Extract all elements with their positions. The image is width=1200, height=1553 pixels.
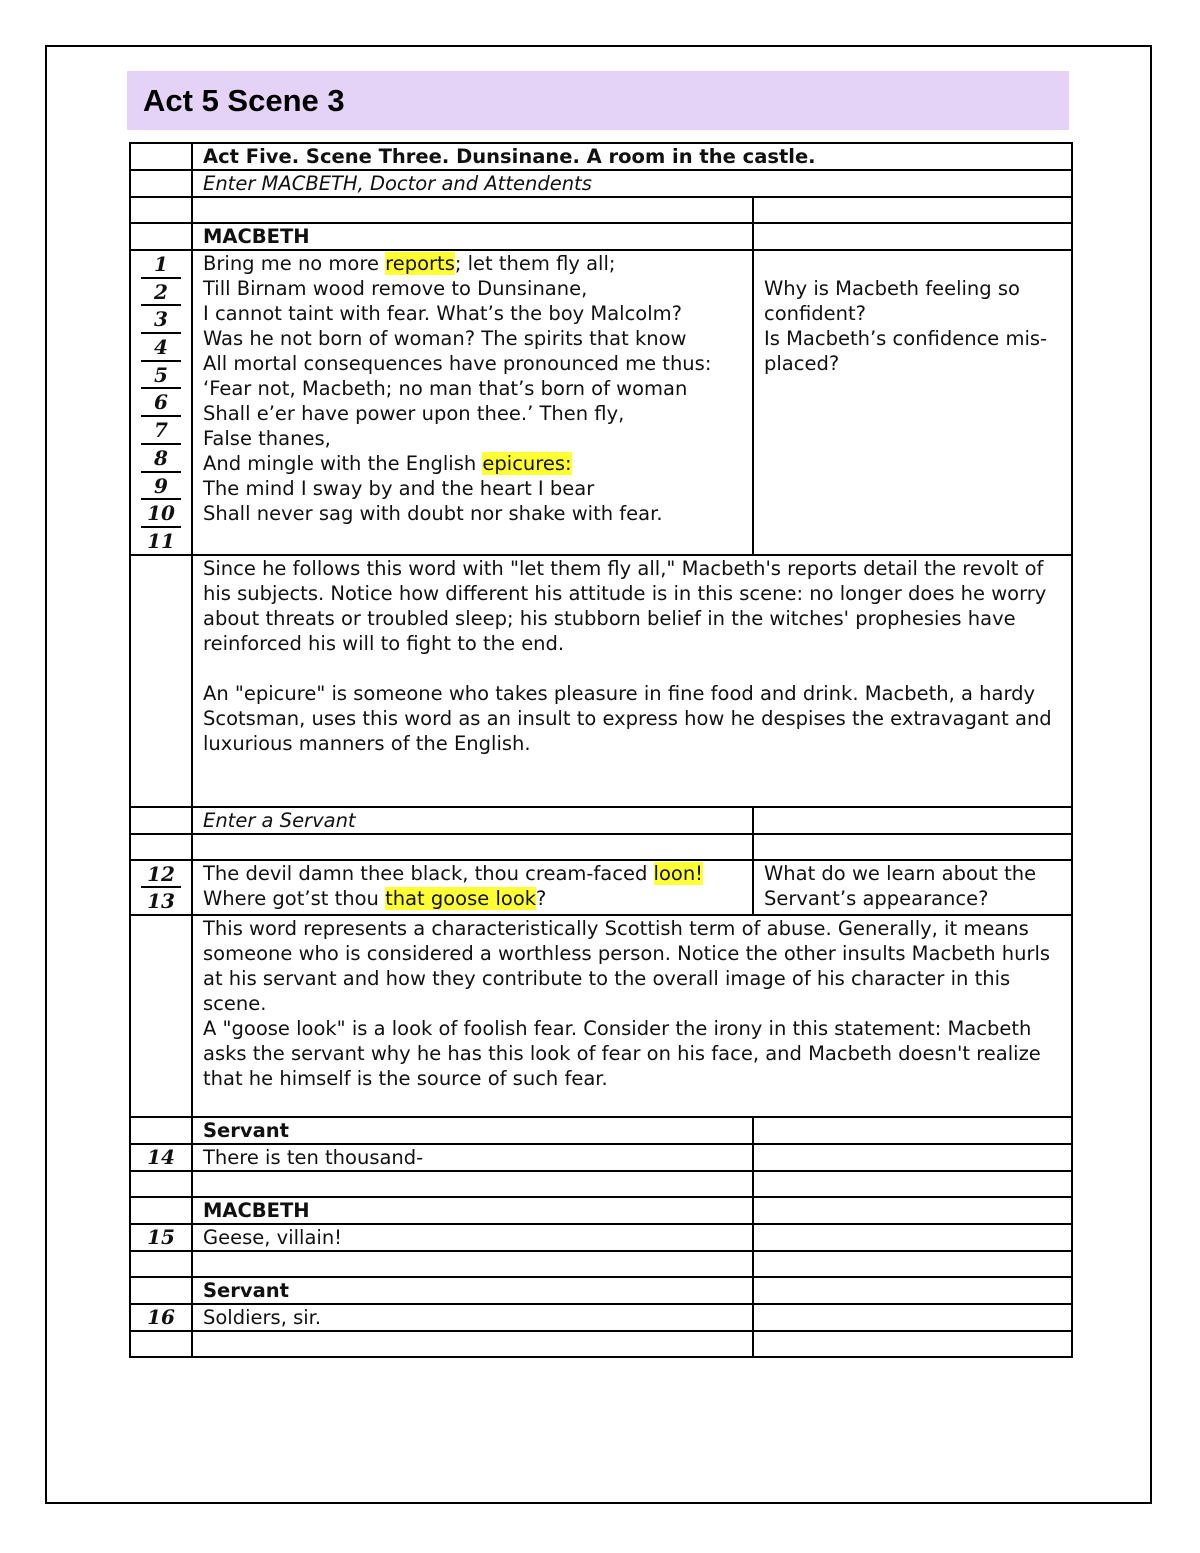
line-number: 6 — [141, 389, 181, 417]
speaker-name: MACBETH — [192, 223, 753, 250]
verse-line: Shall never sag with doubt nor shake with fear. — [203, 502, 663, 525]
table-row — [130, 1251, 1072, 1277]
line-number: 1 — [141, 251, 181, 279]
line-number: 9 — [141, 473, 181, 501]
line-number-cell — [130, 860, 192, 915]
table-row — [130, 555, 1072, 807]
speaker-name: Servant — [192, 1277, 753, 1304]
commentary-note — [192, 555, 1072, 807]
line-number-cell — [130, 250, 192, 555]
verse-line: I cannot taint with fear. What’s the boy Malcolm? — [203, 302, 682, 325]
table-row — [130, 1117, 1072, 1144]
line-number: 8 — [141, 445, 181, 473]
highlighted-word: loon! — [653, 861, 704, 885]
line-number: 3 — [141, 306, 181, 334]
table-row — [130, 834, 1072, 860]
line-number: 7 — [141, 417, 181, 445]
verse-line: And mingle with the English epicures: — [203, 452, 572, 475]
table-row — [130, 223, 1072, 250]
highlighted-word: that goose look — [385, 886, 537, 910]
verse-line: ‘Fear not, Macbeth; no man that’s born of woman — [203, 377, 688, 400]
line-number: 12 — [141, 861, 181, 889]
speaker-name: Servant — [192, 1117, 753, 1144]
commentary-note — [192, 915, 1072, 1117]
line-number: 11 — [147, 528, 175, 553]
question: What do we learn about the Servant’s appearance? — [764, 861, 1037, 910]
verse-line: False thanes, — [203, 427, 331, 450]
table-row — [130, 1304, 1072, 1331]
highlighted-word: epicures: — [482, 452, 572, 475]
line-number: 4 — [141, 334, 181, 362]
line-number-cell — [130, 143, 192, 170]
verse-line: Where got’st thou that goose look? — [203, 886, 547, 910]
verse-line: Geese, villain! — [192, 1224, 753, 1251]
line-number: 15 — [130, 1224, 192, 1251]
line-number: 10 — [141, 500, 181, 528]
line-number: 2 — [141, 279, 181, 307]
line-number-cell — [130, 170, 192, 197]
note-paragraph: Since he follows this word with "let them fly all," Macbeth's reports detail the revolt of his subjects. Notice how different his attitude is in this scene: no longer does he worry about threats or troubled sleep; his stubborn belief in the witches' prophesies have reinforced his will to fight to the end. — [203, 556, 1047, 655]
table-row — [130, 1331, 1072, 1357]
verse-line: Shall e’er have power upon thee.’ Then fly, — [203, 402, 625, 425]
highlighted-word: reports — [385, 252, 455, 275]
verse-line: All mortal consequences have pronounced me thus: — [203, 352, 712, 375]
stage-direction: Enter MACBETH, Doctor and Attendents — [192, 170, 1072, 197]
speaker-name: MACBETH — [192, 1197, 753, 1224]
stage-direction: Enter a Servant — [192, 807, 753, 834]
speech-text — [192, 250, 753, 555]
script-table — [129, 142, 1073, 1358]
table-row — [130, 807, 1072, 834]
line-number: 14 — [130, 1144, 192, 1171]
question: Why is Macbeth feeling so confident? — [764, 277, 1020, 325]
table-row — [130, 1277, 1072, 1304]
note-paragraph: This word represents a characteristically Scottish term of abuse. Generally, it means someone who is considered a worthless person. Notice the other insults Macbeth hurls at his servant and how they contribute to the overall image of his character in this scene. — [203, 916, 1051, 1015]
line-number: 13 — [147, 889, 175, 914]
question-cell — [753, 250, 1072, 555]
verse-line: There is ten thousand- — [192, 1144, 753, 1171]
question: Is Macbeth’s confidence mis-placed? — [764, 327, 1048, 375]
scene-heading: Act Five. Scene Three. Dunsinane. A room in the castle. — [192, 143, 1072, 170]
verse-line: The mind I sway by and the heart I bear — [203, 477, 595, 500]
table-row — [130, 1144, 1072, 1171]
line-number: 5 — [141, 362, 181, 390]
verse-line: Soldiers, sir. — [192, 1304, 753, 1331]
table-row — [130, 915, 1072, 1117]
table-row — [130, 250, 1072, 555]
speech-text — [192, 860, 753, 915]
note-paragraph: A "goose look" is a look of foolish fear. Consider the irony in this statement: Macbeth asks the servant why he has this look of fear on his face, and Macbeth doesn't realize that he himself is the source of such fear. — [203, 1016, 1041, 1090]
note-paragraph: An "epicure" is someone who takes pleasure in fine food and drink. Macbeth, a hardy Scotsman, uses this word as an insult to express how he despises the extravagant and luxurious manners of the English. — [203, 681, 1052, 755]
table-row — [130, 170, 1072, 197]
table-row — [130, 1197, 1072, 1224]
verse-line: The devil damn thee black, thou cream-faced loon! — [203, 861, 704, 885]
table-row — [130, 1224, 1072, 1251]
table-row — [130, 143, 1072, 170]
verse-line: Was he not born of woman? The spirits that know — [203, 327, 687, 350]
table-row — [130, 197, 1072, 223]
question-cell — [753, 860, 1072, 915]
verse-line: Bring me no more reports; let them fly all; — [203, 252, 616, 275]
table-row — [130, 1171, 1072, 1197]
verse-line: Till Birnam wood remove to Dunsinane, — [203, 277, 588, 300]
line-number: 16 — [130, 1304, 192, 1331]
table-row — [130, 860, 1072, 915]
page-title: Act 5 Scene 3 — [143, 83, 345, 118]
title-band — [127, 71, 1069, 130]
